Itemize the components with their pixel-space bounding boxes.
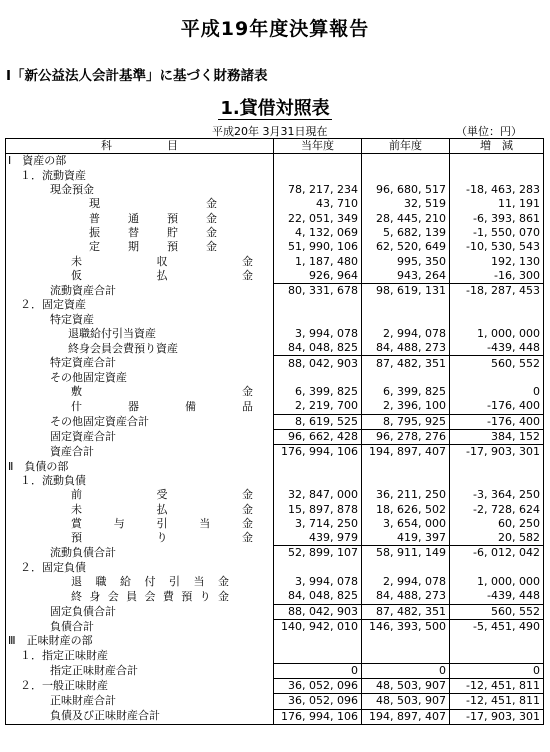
current-year-value: 96, 662, 428 bbox=[274, 429, 362, 444]
current-year-value: 84, 048, 825 bbox=[274, 589, 362, 604]
current-year-value: 88, 042, 903 bbox=[274, 604, 362, 619]
current-year-value bbox=[274, 460, 362, 474]
row-label bbox=[6, 226, 274, 240]
previous-year-value: 2, 994, 078 bbox=[362, 327, 450, 341]
label-char: 会 bbox=[107, 589, 119, 603]
spread-label bbox=[71, 531, 253, 545]
current-year-value: 6, 399, 825 bbox=[274, 385, 362, 399]
change-value: -12, 451, 811 bbox=[450, 678, 544, 693]
previous-year-value: 96, 680, 517 bbox=[362, 183, 450, 197]
row-label bbox=[6, 575, 274, 589]
table-row bbox=[6, 341, 544, 356]
table-row bbox=[6, 211, 544, 225]
change-value: 11, 191 bbox=[450, 197, 544, 211]
label-char: 預 bbox=[71, 531, 82, 545]
change-value: 0 bbox=[450, 663, 544, 678]
label-char: 品 bbox=[242, 399, 253, 413]
previous-year-value: 18, 626, 502 bbox=[362, 502, 450, 516]
spread-label bbox=[71, 255, 253, 269]
label-char: 金 bbox=[206, 225, 217, 239]
current-year-value: 15, 897, 878 bbox=[274, 502, 362, 516]
current-year-value: 88, 042, 903 bbox=[274, 356, 362, 371]
label-char: 貯 bbox=[167, 225, 178, 239]
label-char: 収 bbox=[156, 254, 168, 268]
current-year-value: 1, 187, 480 bbox=[274, 254, 362, 268]
table-row bbox=[6, 546, 544, 561]
row-label: 流動資産合計 bbox=[6, 283, 274, 298]
previous-year-value bbox=[362, 460, 450, 474]
change-value: 1, 000, 000 bbox=[450, 575, 544, 589]
previous-year-value: 5, 682, 139 bbox=[362, 226, 450, 240]
row-label: 固定負債合計 bbox=[6, 604, 274, 619]
label-char: 金 bbox=[218, 575, 229, 589]
label-char: 未 bbox=[71, 254, 82, 268]
table-row bbox=[6, 619, 544, 634]
row-label: １．指定正味財産 bbox=[6, 648, 274, 663]
change-value bbox=[450, 169, 544, 183]
label-char: 通 bbox=[128, 211, 139, 225]
current-year-value: 36, 052, 096 bbox=[274, 678, 362, 693]
table-row bbox=[6, 356, 544, 371]
previous-year-value: 943, 264 bbox=[362, 269, 450, 284]
previous-year-value: 62, 520, 649 bbox=[362, 240, 450, 254]
row-label bbox=[6, 488, 274, 502]
row-label bbox=[6, 211, 274, 225]
previous-year-value bbox=[362, 169, 450, 183]
label-char: 金 bbox=[242, 488, 253, 502]
current-year-value: 78, 217, 234 bbox=[274, 183, 362, 197]
report-title: 平成19年度決算報告 bbox=[180, 18, 370, 40]
previous-year-value: 419, 397 bbox=[362, 531, 450, 546]
current-year-value bbox=[274, 474, 362, 488]
label-char: 定 bbox=[89, 240, 100, 254]
table-row bbox=[6, 502, 544, 516]
row-label: その他固定資産 bbox=[6, 371, 274, 385]
table-row bbox=[6, 283, 544, 298]
change-value: 60, 250 bbox=[450, 517, 544, 531]
change-value: 384, 152 bbox=[450, 429, 544, 444]
table-row bbox=[6, 269, 544, 284]
row-label: 終身会員会費預り資産 bbox=[6, 341, 274, 356]
row-label bbox=[6, 240, 274, 254]
previous-year-value: 28, 445, 210 bbox=[362, 211, 450, 225]
table-row bbox=[6, 648, 544, 663]
change-value: -17, 903, 301 bbox=[450, 709, 544, 724]
label-char: 退 bbox=[71, 575, 82, 589]
current-year-value: 4, 132, 069 bbox=[274, 226, 362, 240]
current-year-value bbox=[274, 561, 362, 575]
label-char: 期 bbox=[128, 240, 139, 254]
change-value: -6, 393, 861 bbox=[450, 211, 544, 225]
previous-year-value bbox=[362, 313, 450, 327]
current-year-value: 3, 714, 250 bbox=[274, 517, 362, 531]
previous-year-value: 32, 519 bbox=[362, 197, 450, 211]
change-value: -18, 287, 453 bbox=[450, 283, 544, 298]
previous-year-value: 36, 211, 250 bbox=[362, 488, 450, 502]
previous-year-value: 2, 994, 078 bbox=[362, 575, 450, 589]
current-year-value: 176, 994, 106 bbox=[274, 445, 362, 460]
current-year-value bbox=[274, 169, 362, 183]
change-value bbox=[450, 561, 544, 575]
label-char: 預 bbox=[167, 240, 178, 254]
label-char: 費 bbox=[162, 589, 174, 603]
spread-label bbox=[71, 590, 229, 604]
spread-label bbox=[71, 269, 253, 283]
row-label: その他固定資産合計 bbox=[6, 414, 274, 429]
current-year-value: 52, 899, 107 bbox=[274, 546, 362, 561]
label-char: 員 bbox=[126, 589, 138, 603]
label-char: 未 bbox=[71, 502, 82, 516]
change-value bbox=[450, 460, 544, 474]
table-row bbox=[6, 488, 544, 502]
table-row bbox=[6, 169, 544, 183]
table-row bbox=[6, 240, 544, 254]
current-year-value: 80, 331, 678 bbox=[274, 283, 362, 298]
label-char: 預 bbox=[181, 589, 193, 603]
current-year-value: 51, 990, 106 bbox=[274, 240, 362, 254]
current-year-value: 439, 979 bbox=[274, 531, 362, 546]
label-char: 会 bbox=[144, 589, 156, 603]
table-row bbox=[6, 561, 544, 575]
current-year-value bbox=[274, 313, 362, 327]
previous-year-value: 146, 393, 500 bbox=[362, 619, 450, 634]
table-row bbox=[6, 414, 544, 429]
change-value: -1, 550, 070 bbox=[450, 226, 544, 240]
previous-year-value: 84, 488, 273 bbox=[362, 589, 450, 604]
previous-year-value bbox=[362, 371, 450, 385]
previous-year-value bbox=[362, 648, 450, 663]
table-row bbox=[6, 197, 544, 211]
previous-year-value: 48, 503, 907 bbox=[362, 694, 450, 709]
previous-year-value: 84, 488, 273 bbox=[362, 341, 450, 356]
row-label: ２．固定負債 bbox=[6, 561, 274, 575]
table-row bbox=[6, 589, 544, 604]
table-row bbox=[6, 154, 544, 169]
change-value: -176, 400 bbox=[450, 414, 544, 429]
previous-year-value: 98, 619, 131 bbox=[362, 283, 450, 298]
label-char: 引 bbox=[156, 516, 168, 530]
previous-year-value: 48, 503, 907 bbox=[362, 678, 450, 693]
row-label bbox=[6, 269, 274, 284]
table-row bbox=[6, 604, 544, 619]
spread-label bbox=[71, 575, 229, 589]
current-year-value bbox=[274, 371, 362, 385]
row-label bbox=[6, 399, 274, 414]
table-row bbox=[6, 694, 544, 709]
previous-year-value: 6, 399, 825 bbox=[362, 385, 450, 399]
spread-label bbox=[89, 240, 217, 254]
change-value bbox=[450, 313, 544, 327]
table-row bbox=[6, 429, 544, 444]
label-char: 当 bbox=[199, 516, 211, 530]
row-label: 現金預金 bbox=[6, 183, 274, 197]
label-char: り bbox=[199, 589, 211, 603]
change-value: -439, 448 bbox=[450, 341, 544, 356]
label-char: 金 bbox=[242, 531, 253, 545]
current-year-value: 926, 964 bbox=[274, 269, 362, 284]
row-label: 退職給付引当資産 bbox=[6, 327, 274, 341]
label-char: 普 bbox=[89, 211, 100, 225]
spread-label bbox=[89, 197, 217, 211]
row-label: 流動負債合計 bbox=[6, 546, 274, 561]
label-char: 当 bbox=[193, 575, 205, 589]
current-year-value: 32, 847, 000 bbox=[274, 488, 362, 502]
change-value: -3, 364, 250 bbox=[450, 488, 544, 502]
unit-label: （単位：円） bbox=[456, 125, 522, 138]
label-char: 身 bbox=[89, 589, 101, 603]
change-value: -439, 448 bbox=[450, 589, 544, 604]
current-year-value: 140, 942, 010 bbox=[274, 619, 362, 634]
header-previous-year: 前年度 bbox=[362, 139, 450, 154]
row-label: ２．固定資産 bbox=[6, 298, 274, 312]
label-char: 賞 bbox=[71, 516, 82, 530]
table-row bbox=[6, 399, 544, 414]
statement-title-text: 1.貸借対照表 bbox=[220, 98, 330, 119]
label-char: 金 bbox=[242, 385, 253, 399]
row-label: 指定正味財産合計 bbox=[6, 663, 274, 678]
row-label: 特定資産合計 bbox=[6, 356, 274, 371]
table-row bbox=[6, 709, 544, 724]
previous-year-value bbox=[362, 298, 450, 312]
row-label: 負債合計 bbox=[6, 619, 274, 634]
row-label: 特定資産 bbox=[6, 313, 274, 327]
row-label: １．流動資産 bbox=[6, 169, 274, 183]
statement-title bbox=[0, 94, 550, 120]
previous-year-value bbox=[362, 561, 450, 575]
row-label: ２．一般正味財産 bbox=[6, 678, 274, 693]
current-year-value bbox=[274, 648, 362, 663]
previous-year-value: 8, 795, 925 bbox=[362, 414, 450, 429]
previous-year-value bbox=[362, 154, 450, 169]
section-heading: Ⅰ「新公益法人会計基準」に基づく財務諸表 bbox=[6, 68, 268, 84]
table-row bbox=[6, 663, 544, 678]
row-label: 固定資産合計 bbox=[6, 429, 274, 444]
current-year-value: 43, 710 bbox=[274, 197, 362, 211]
row-label bbox=[6, 385, 274, 399]
change-value: -18, 463, 283 bbox=[450, 183, 544, 197]
current-year-value: 3, 994, 078 bbox=[274, 575, 362, 589]
change-value: -17, 903, 301 bbox=[450, 445, 544, 460]
table-row bbox=[6, 575, 544, 589]
row-label bbox=[6, 517, 274, 531]
table-row bbox=[6, 678, 544, 693]
table-row bbox=[6, 371, 544, 385]
table-row bbox=[6, 226, 544, 240]
header-change: 増 減 bbox=[450, 139, 544, 154]
table-row bbox=[6, 517, 544, 531]
label-char: 与 bbox=[113, 516, 125, 530]
balance-sheet-table bbox=[5, 138, 544, 725]
label-char: 払 bbox=[156, 269, 168, 283]
label-char: 給 bbox=[120, 575, 131, 589]
current-year-value: 22, 051, 349 bbox=[274, 211, 362, 225]
table-row bbox=[6, 460, 544, 474]
spread-label bbox=[71, 517, 253, 531]
label-char: 什 bbox=[71, 399, 82, 413]
label-char: 金 bbox=[206, 197, 217, 211]
table-row bbox=[6, 474, 544, 488]
change-value: -176, 400 bbox=[450, 399, 544, 414]
label-char: 預 bbox=[167, 211, 178, 225]
table-row bbox=[6, 313, 544, 327]
row-label bbox=[6, 254, 274, 268]
row-label: Ⅰ 資産の部 bbox=[6, 154, 274, 169]
table-row bbox=[6, 254, 544, 268]
previous-year-value: 87, 482, 351 bbox=[362, 356, 450, 371]
table-row bbox=[6, 445, 544, 460]
row-label: Ⅲ 正味財産の部 bbox=[6, 634, 274, 648]
header-row bbox=[6, 139, 544, 154]
spread-label bbox=[89, 212, 217, 226]
row-label: 負債及び正味財産合計 bbox=[6, 709, 274, 724]
previous-year-value: 194, 897, 407 bbox=[362, 709, 450, 724]
change-value: 20, 582 bbox=[450, 531, 544, 546]
spread-label bbox=[71, 503, 253, 517]
change-value: 560, 552 bbox=[450, 356, 544, 371]
previous-year-value: 87, 482, 351 bbox=[362, 604, 450, 619]
current-year-value: 2, 219, 700 bbox=[274, 399, 362, 414]
change-value: -5, 451, 490 bbox=[450, 619, 544, 634]
row-label: １．流動負債 bbox=[6, 474, 274, 488]
label-char: 備 bbox=[185, 399, 196, 413]
change-value: -6, 012, 042 bbox=[450, 546, 544, 561]
row-label: Ⅱ 負債の部 bbox=[6, 460, 274, 474]
table-row bbox=[6, 385, 544, 399]
previous-year-value: 2, 396, 100 bbox=[362, 399, 450, 414]
table-row bbox=[6, 327, 544, 341]
label-char: 金 bbox=[242, 254, 253, 268]
change-value: 192, 130 bbox=[450, 254, 544, 268]
label-char: 金 bbox=[242, 516, 253, 530]
label-char: 仮 bbox=[71, 269, 82, 283]
row-label: 正味財産合計 bbox=[6, 694, 274, 709]
change-value bbox=[450, 371, 544, 385]
header-current-year: 当年度 bbox=[274, 139, 362, 154]
table-row bbox=[6, 531, 544, 546]
label-char: 金 bbox=[242, 502, 253, 516]
label-char: 器 bbox=[128, 399, 139, 413]
previous-year-value: 3, 654, 000 bbox=[362, 517, 450, 531]
change-value: 0 bbox=[450, 385, 544, 399]
change-value bbox=[450, 298, 544, 312]
row-label bbox=[6, 197, 274, 211]
change-value: 560, 552 bbox=[450, 604, 544, 619]
label-char: 引 bbox=[169, 575, 180, 589]
previous-year-value bbox=[362, 474, 450, 488]
label-char: 金 bbox=[206, 240, 217, 254]
current-year-value bbox=[274, 154, 362, 169]
label-char: 金 bbox=[242, 269, 253, 283]
label-char: 前 bbox=[71, 488, 82, 502]
change-value: -2, 728, 624 bbox=[450, 502, 544, 516]
current-year-value: 176, 994, 106 bbox=[274, 709, 362, 724]
change-value: -10, 530, 543 bbox=[450, 240, 544, 254]
header-account: 科 目 bbox=[6, 139, 274, 154]
label-char: 職 bbox=[95, 575, 107, 589]
previous-year-value: 58, 911, 149 bbox=[362, 546, 450, 561]
row-label: 資産合計 bbox=[6, 445, 274, 460]
row-label bbox=[6, 531, 274, 546]
current-year-value bbox=[274, 634, 362, 648]
spread-label bbox=[71, 385, 253, 399]
table-row bbox=[6, 298, 544, 312]
previous-year-value: 0 bbox=[362, 663, 450, 678]
current-year-value: 84, 048, 825 bbox=[274, 341, 362, 356]
change-value: 1, 000, 000 bbox=[450, 327, 544, 341]
change-value bbox=[450, 154, 544, 169]
label-char: 金 bbox=[218, 589, 229, 603]
label-char: 敷 bbox=[71, 385, 82, 399]
previous-year-value: 96, 278, 276 bbox=[362, 429, 450, 444]
current-year-value bbox=[274, 298, 362, 312]
change-value bbox=[450, 648, 544, 663]
label-char: 金 bbox=[206, 211, 217, 225]
current-year-value: 3, 994, 078 bbox=[274, 327, 362, 341]
spread-label bbox=[71, 400, 253, 414]
label-char: 替 bbox=[128, 225, 139, 239]
current-year-value: 0 bbox=[274, 663, 362, 678]
label-char: 終 bbox=[71, 589, 82, 603]
label-char: 振 bbox=[89, 225, 100, 239]
label-char: 付 bbox=[144, 575, 156, 589]
change-value: -12, 451, 811 bbox=[450, 694, 544, 709]
previous-year-value bbox=[362, 634, 450, 648]
label-char: り bbox=[156, 531, 168, 545]
change-value bbox=[450, 474, 544, 488]
current-year-value: 36, 052, 096 bbox=[274, 694, 362, 709]
previous-year-value: 995, 350 bbox=[362, 254, 450, 268]
table-row bbox=[6, 183, 544, 197]
row-label bbox=[6, 589, 274, 604]
label-char: 現 bbox=[89, 197, 100, 211]
table-row bbox=[6, 634, 544, 648]
label-char: 受 bbox=[156, 488, 168, 502]
table-body bbox=[6, 154, 544, 725]
current-year-value: 8, 619, 525 bbox=[274, 414, 362, 429]
change-value bbox=[450, 634, 544, 648]
spread-label bbox=[71, 488, 253, 502]
change-value: -16, 300 bbox=[450, 269, 544, 284]
spread-label bbox=[89, 226, 217, 240]
as-of-date: 平成20年 3月31日現在 bbox=[212, 125, 328, 138]
label-char: 払 bbox=[156, 502, 168, 516]
row-label bbox=[6, 502, 274, 516]
previous-year-value: 194, 897, 407 bbox=[362, 445, 450, 460]
